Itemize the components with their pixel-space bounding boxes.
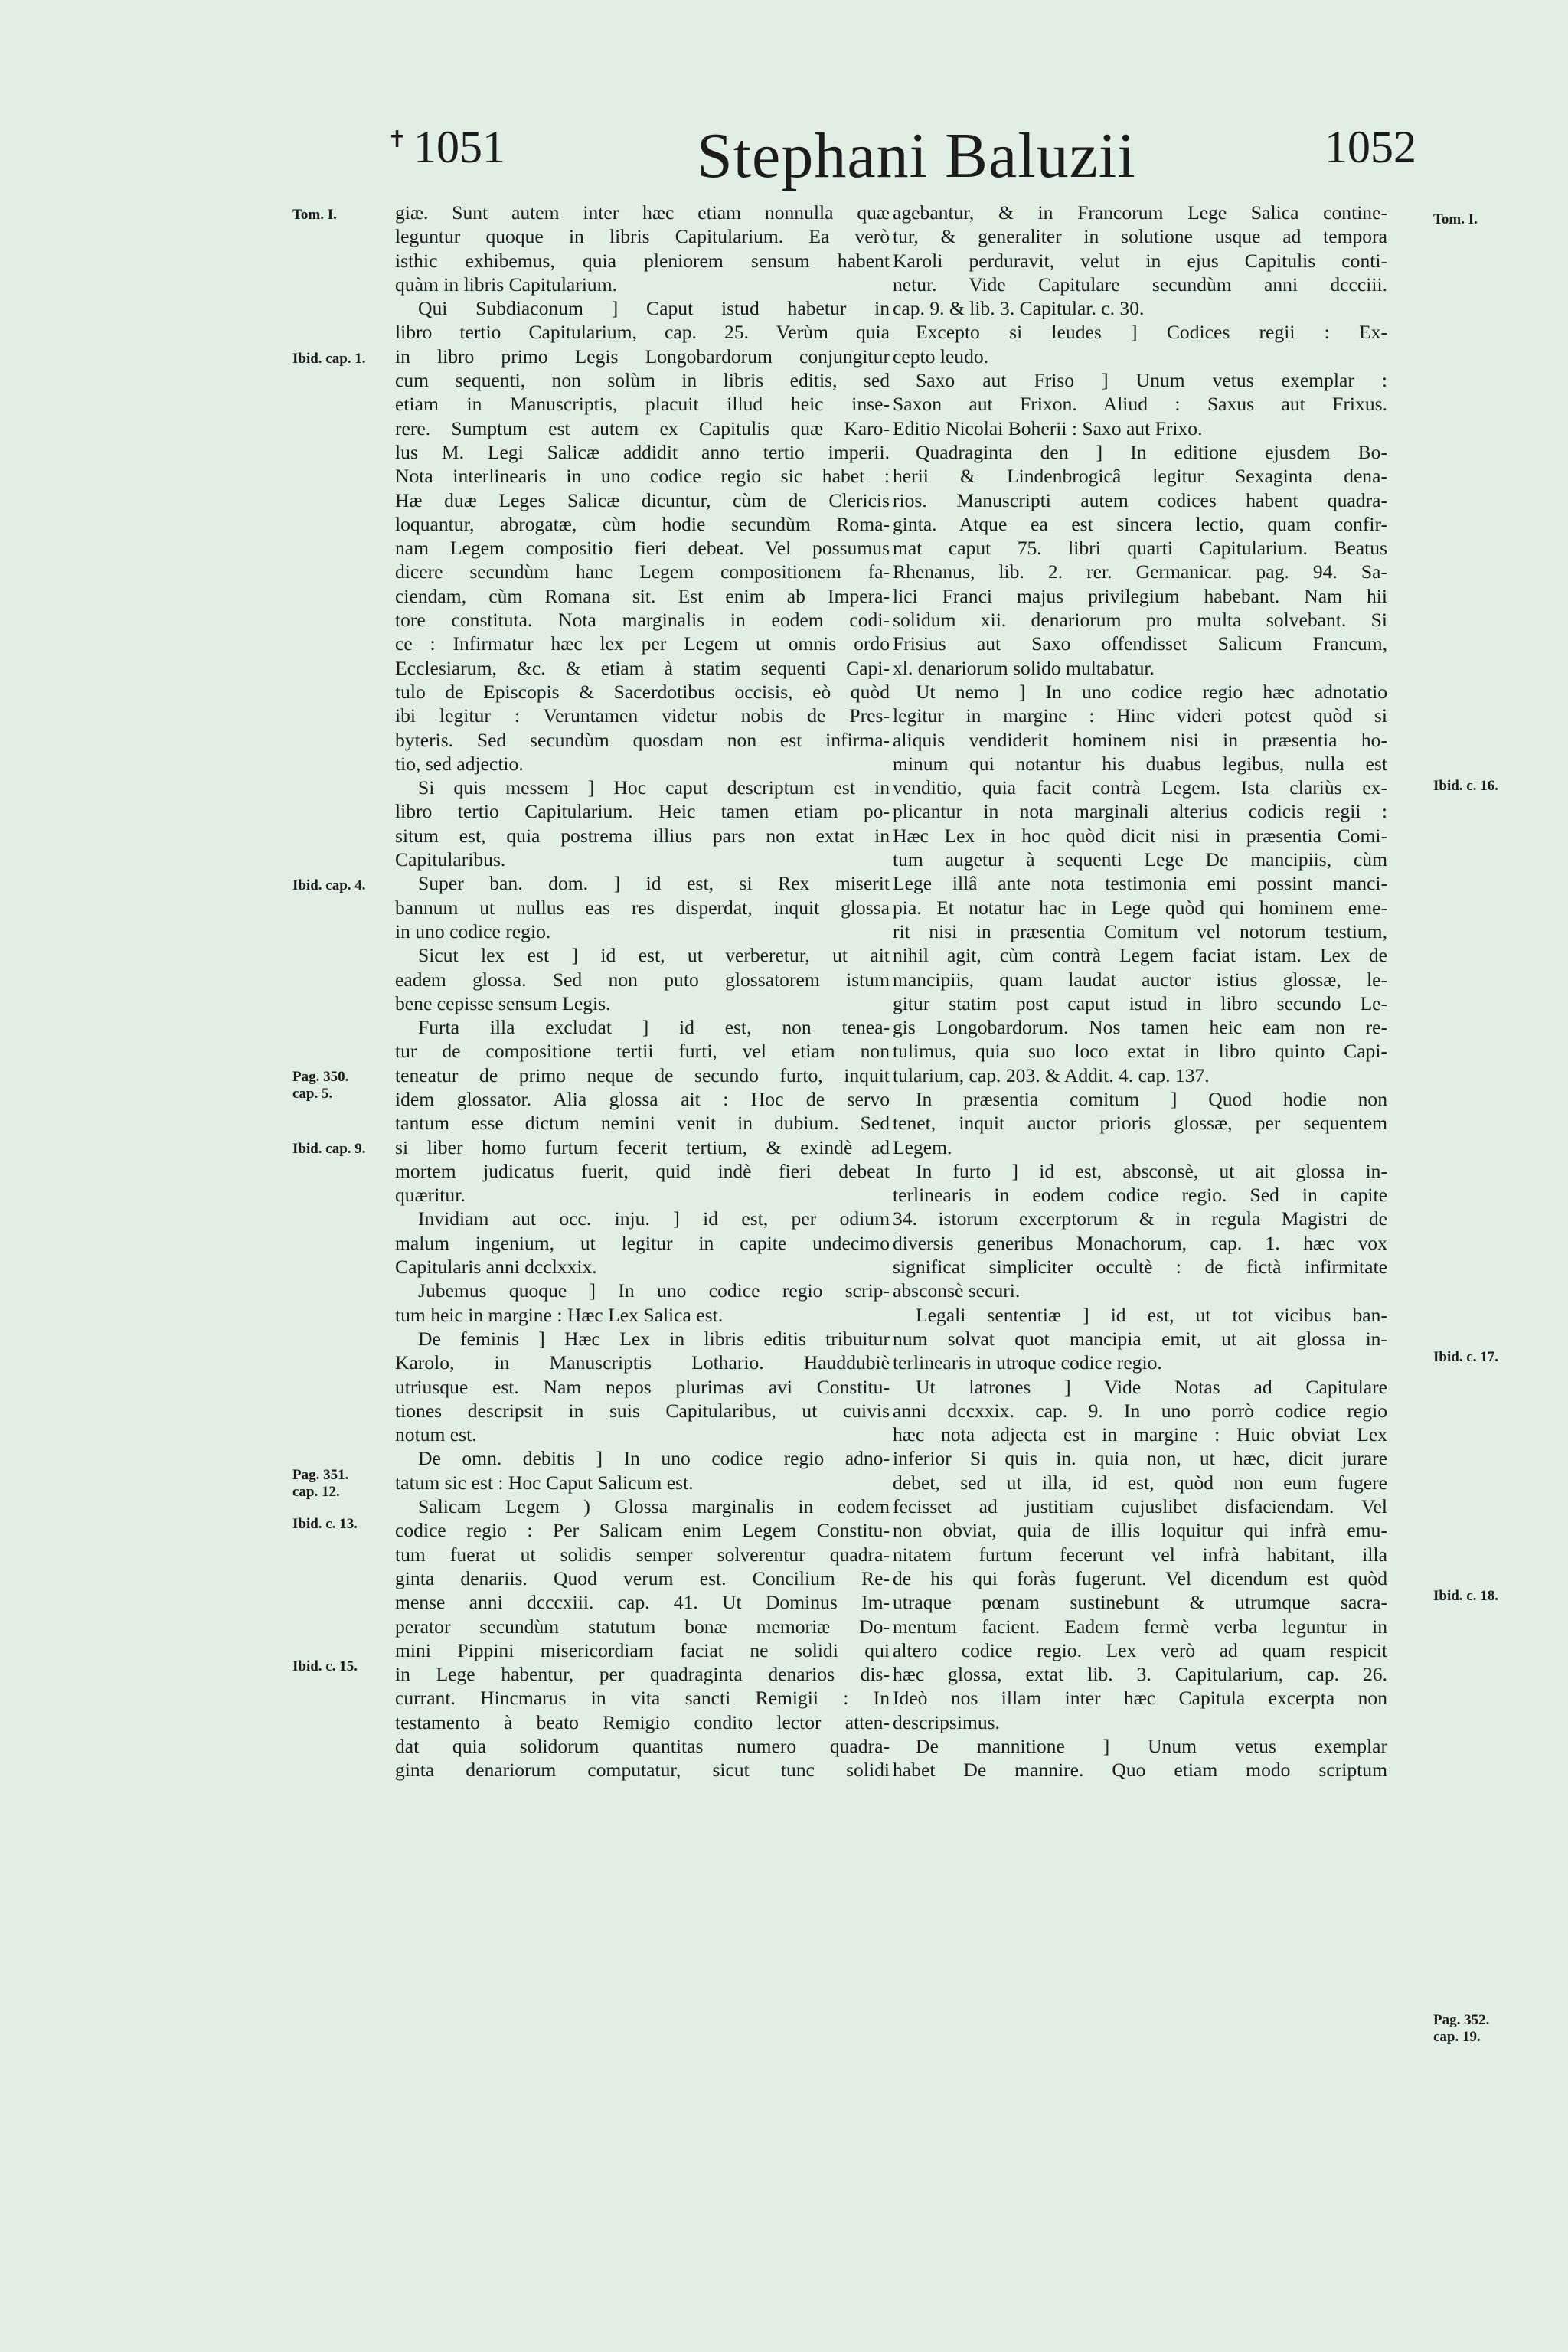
text-line: lici Franci majus privilegium habebant. Nam hii (893, 584, 1387, 607)
text-line: quàm in libris Capitularium. (395, 273, 618, 296)
text-line: netur. Vide Capitulare secundùm anni dccciii. (893, 273, 1387, 296)
margin-note-right: Pag. 352. cap. 19. (1433, 2012, 1490, 2045)
text-line: ce : Infirmatur hæc lex per Legem ut omnis ordo (395, 632, 890, 655)
margin-note-right: Ibid. c. 18. (1433, 1588, 1498, 1604)
text-line: Saxon aut Frixon. Aliud : Saxus aut Frixus. (893, 393, 1387, 416)
text-line: lus M. Legi Salicæ addidit anno tertio imperii. (395, 440, 890, 463)
text-line: 34. istorum excerptorum & in regula Magistri de (893, 1207, 1387, 1230)
text-line: bannum ut nullus eas res disperdat, inquit glossa (395, 896, 890, 919)
text-line: malum ingenium, ut legitur in capite undecimo (395, 1231, 890, 1254)
margin-note-left: Ibid. c. 13. (292, 1516, 358, 1532)
text-line: non obviat, quia de illis loquitur qui infrà emu- (893, 1519, 1387, 1542)
text-line: terlinearis in eodem codice regio. Sed in capite (893, 1184, 1387, 1207)
text-line: mortem judicatus fuerit, quid indè fieri debeat (395, 1159, 890, 1182)
margin-note-left: Ibid. cap. 9. (292, 1141, 366, 1157)
text-line: bene cepisse sensum Legis. (395, 991, 611, 1014)
page-number-right: 1052 (1325, 122, 1416, 172)
text-line: dicere secundùm hanc Legem compositionem fa- (395, 560, 890, 583)
text-line: nam Legem compositio fieri debeat. Vel possumus (395, 537, 890, 560)
text-line: herii & Lindenbrogicâ legitur Sexaginta dena- (893, 465, 1387, 488)
text-line: De omn. debitis ] In uno codice regio adno- (418, 1447, 890, 1470)
text-line: gis Longobardorum. Nos tamen heic eam non re- (893, 1016, 1387, 1039)
text-line: Hæ duæ Leges Salicæ dicuntur, cùm de Clericis (395, 488, 890, 511)
text-line: xl. denariorum solido multabatur. (893, 656, 1155, 679)
text-line: Hæc Lex in hoc quòd dicit nisi in præsentia Comi- (893, 824, 1387, 847)
text-line: testamento à beato Remigio condito lector atten- (395, 1710, 890, 1733)
text-line: descripsimus. (893, 1710, 1001, 1733)
text-line: leguntur quoque in libris Capitularium. Ea verò (395, 225, 890, 248)
text-line: Ideò nos illam inter hæc Capitula excerpta non (893, 1687, 1387, 1710)
text-line: tio, sed adjectio. (395, 752, 524, 775)
text-line: habet De mannire. Quo etiam modo scriptum (893, 1759, 1387, 1782)
margin-note-right: Tom. I. (1433, 211, 1478, 227)
text-line: in libro primo Legis Longobardorum conjungitur (395, 345, 890, 368)
text-line: eadem glossa. Sed non puto glossatorem istum (395, 968, 890, 991)
text-line: plicantur in nota marginali alterius codicis regii : (893, 800, 1387, 823)
text-line: Salicam Legem ) Glossa marginalis in eodem (418, 1495, 890, 1518)
text-line: Legali sententiæ ] id est, ut tot vicibus ban- (916, 1303, 1387, 1326)
text-line: Sicut lex est ] id est, ut verberetur, ut ait (418, 944, 890, 967)
text-line: Rhenanus, lib. 2. rer. Germanicar. pag. 94. Sa- (893, 560, 1387, 583)
text-line: mat caput 75. libri quarti Capitularium. Beatus (893, 537, 1387, 560)
text-line: rios. Manuscripti autem codices habent quadra- (893, 488, 1387, 511)
text-line: cap. 9. & lib. 3. Capitular. c. 30. (893, 297, 1145, 320)
text-line: In furto ] id est, absconsè, ut ait glossa in- (916, 1159, 1387, 1182)
text-line: Karoli perduravit, velut in ejus Capitulis conti- (893, 249, 1387, 272)
text-line: Qui Subdiaconum ] Caput istud habetur in (418, 297, 890, 320)
text-line: si liber homo furtum fecerit tertium, & exindè ad (395, 1135, 890, 1158)
text-line: Si quis messem ] Hoc caput descriptum est in (418, 776, 890, 799)
text-line: mentum facient. Eadem fermè verba leguntur in (893, 1615, 1387, 1638)
text-line: tur, & generaliter in solutione usque ad tempora (893, 225, 1387, 248)
margin-note-left: Pag. 351. cap. 12. (292, 1467, 349, 1500)
text-line: fecisset ad justitiam cujuslibet disfaciendam. Vel (893, 1495, 1387, 1518)
text-line: Ut latrones ] Vide Notas ad Capitulare (916, 1375, 1387, 1398)
text-line: Legem. (893, 1135, 952, 1158)
text-line: quæritur. (395, 1184, 466, 1207)
text-line: De feminis ] Hæc Lex in libris editis tribuitur (418, 1327, 890, 1350)
text-line: solidum xii. denariorum pro multa solvebant. Si (893, 609, 1387, 632)
text-line: dat quia solidorum quantitas numero quadra- (395, 1735, 890, 1757)
text-line: byteris. Sed secundùm quosdam non est infirma- (395, 728, 890, 751)
right-text-column (893, 201, 1387, 1782)
text-line: gitur statim post caput istud in libro secundo Le- (893, 991, 1387, 1014)
text-line: Quadraginta den ] In editione ejusdem Bo- (916, 440, 1387, 463)
text-line: mense anni dcccxiii. cap. 41. Ut Dominus Im- (395, 1591, 890, 1614)
text-line: ginta denariorum computatur, sicut tunc solidi (395, 1759, 890, 1782)
text-line: inferior Si quis in. quia non, ut hæc, dicit jurare (893, 1447, 1387, 1470)
text-line: significat simpliciter occultè : de fictà infirmitate (893, 1256, 1387, 1279)
text-line: cepto leudo. (893, 345, 989, 368)
text-line: Invidiam aut occ. inju. ] id est, per odium (418, 1207, 890, 1230)
text-line: anni dccxxix. cap. 9. In uno porrò codice regio (893, 1399, 1387, 1422)
text-line: De mannitione ] Unum vetus exemplar (916, 1735, 1387, 1757)
text-line: tur de compositione tertii furti, vel etiam non (395, 1040, 890, 1063)
text-line: tum augetur à sequenti Lege De mancipiis, cùm (893, 848, 1387, 871)
text-line: legitur in margine : Hinc videri potest quòd si (893, 704, 1387, 727)
text-line: nihil agit, cùm contrà Legem faciat istam. Lex de (893, 944, 1387, 967)
text-line: Saxo aut Friso ] Unum vetus exemplar : (916, 369, 1387, 392)
text-line: mini Pippini misericordiam faciat ne solidi qui (395, 1638, 890, 1661)
text-line: num solvat quot mancipia emit, ut ait glossa in- (893, 1327, 1387, 1350)
text-line: utriusque est. Nam nepos plurimas avi Constitu- (395, 1375, 890, 1398)
text-line: aliquis vendiderit hominem nisi in præsentia ho- (893, 728, 1387, 751)
text-line: in uno codice regio. (395, 920, 551, 942)
text-line: Editio Nicolai Boherii : Saxo aut Frixo. (893, 416, 1203, 439)
text-line: minum qui notantur his duabus legibus, nulla est (893, 752, 1387, 775)
text-line: Lege illâ ante nota testimonia emi possint manci- (893, 872, 1387, 895)
text-line: perator secundùm statutum bonæ memoriæ Do- (395, 1615, 890, 1638)
text-line: altero codice regio. Lex verò ad quam respicit (893, 1638, 1387, 1661)
margin-note-left: Pag. 350. cap. 5. (292, 1069, 349, 1102)
text-line: ginta. Atque ea est sincera lectio, quam confir- (893, 512, 1387, 535)
text-line: tiones descripsit in suis Capitularibus, ut cuivis (395, 1399, 890, 1422)
text-line: Nota interlinearis in uno codice regio sic habet : (395, 465, 890, 488)
text-line: Capitularibus. (395, 848, 506, 871)
text-line: Frisius aut Saxo offendisset Salicum Francum, (893, 632, 1387, 655)
text-line: Excepto si leudes ] Codices regii : Ex- (916, 321, 1387, 344)
text-line: tum heic in margine : Hæc Lex Salica est. (395, 1303, 724, 1326)
text-line: hæc glossa, extat lib. 3. Capitularium, cap. 26. (893, 1663, 1387, 1686)
text-line: situm est, quia postrema illius pars non extat in (395, 824, 890, 847)
text-line: Karolo, in Manuscriptis Lothario. Hauddubiè (395, 1351, 890, 1374)
running-title: Stephani Baluzii (697, 120, 1136, 191)
margin-note-right: Ibid. c. 17. (1433, 1349, 1498, 1365)
text-line: tularium, cap. 203. & Addit. 4. cap. 137. (893, 1063, 1210, 1086)
text-line: ibi legitur : Veruntamen videtur nobis de Pres- (395, 704, 890, 727)
page-number-left: 1051 (413, 122, 505, 172)
text-line: terlinearis in utroque codice regio. (893, 1351, 1162, 1374)
margin-note-left: Ibid. cap. 1. (292, 351, 366, 367)
text-line: venditio, quia facit contrà Legem. Ista clariùs ex- (893, 776, 1387, 799)
text-line: idem glossator. Alia glossa ait : Hoc de servo (395, 1087, 890, 1110)
text-line: Ut nemo ] In uno codice regio hæc adnotatio (916, 680, 1387, 703)
text-line: rit nisi in præsentia Comitum vel notorum testium, (893, 920, 1387, 942)
text-line: giæ. Sunt autem inter hæc etiam nonnulla quæ (395, 201, 890, 224)
text-line: agebantur, & in Francorum Lege Salica contine- (893, 201, 1387, 224)
text-line: in Lege habentur, per quadraginta denarios dis- (395, 1663, 890, 1686)
text-line: currant. Hincmarus in vita sancti Remigii : In (395, 1687, 890, 1710)
text-line: cum sequenti, non solùm in libris editis, sed (395, 369, 890, 392)
text-line: codice regio : Per Salicam enim Legem Constitu- (395, 1519, 890, 1542)
text-line: tantum esse dictum nemini venit in dubium. Sed (395, 1112, 890, 1135)
text-line: tum fuerat ut solidis semper solverentur quadra- (395, 1543, 890, 1566)
text-line: loquantur, abrogatæ, cùm hodie secundùm Roma- (395, 512, 890, 535)
text-line: etiam in Manuscriptis, placuit illud heic inse- (395, 393, 890, 416)
text-line: ciendam, cùm Romana sit. Est enim ab Impera- (395, 584, 890, 607)
text-line: Ecclesiarum, &c. & etiam à statim sequenti Capi- (395, 656, 890, 679)
text-line: utraque pœnam sustinebunt & utrumque sacra- (893, 1591, 1387, 1614)
text-line: tulimus, quia suo loco extat in libro quinto Capi- (893, 1040, 1387, 1063)
text-line: diversis generibus Monachorum, cap. 1. hæc vox (893, 1231, 1387, 1254)
margin-note-left: Ibid. c. 15. (292, 1658, 358, 1674)
text-line: pia. Et notatur hac in Lege quòd qui hominem eme- (893, 896, 1387, 919)
text-line: mancipiis, quam laudat auctor istius glossæ, le- (893, 968, 1387, 991)
text-line: nitatem furtum fecerunt vel infrà habitant, illa (893, 1543, 1387, 1566)
left-text-column (395, 201, 890, 1782)
text-line: absconsè securi. (893, 1279, 1021, 1302)
margin-note-left: Tom. I. (292, 207, 337, 223)
text-line: debet, sed ut illa, id est, quòd non eum fugere (893, 1471, 1387, 1494)
cross-mark-icon: ✝ (387, 127, 407, 152)
text-line: ginta denariis. Quod verum est. Concilium Re- (395, 1566, 890, 1589)
text-line: notum est. (395, 1423, 477, 1446)
margin-note-left: Ibid. cap. 4. (292, 877, 366, 893)
text-line: tulo de Episcopis & Sacerdotibus occisis, eò quòd (395, 680, 890, 703)
text-line: Furta illa excludat ] id est, non tenea- (418, 1016, 890, 1039)
text-line: tore constituta. Nota marginalis in eodem codi- (395, 609, 890, 632)
margin-note-right: Ibid. c. 16. (1433, 778, 1498, 794)
text-line: Jubemus quoque ] In uno codice regio scrip- (418, 1279, 890, 1302)
text-line: hæc nota adjecta est in margine : Huic obviat Lex (893, 1423, 1387, 1446)
text-line: isthic exhibemus, quia pleniorem sensum habent (395, 249, 890, 272)
text-line: tatum sic est : Hoc Caput Salicum est. (395, 1471, 694, 1494)
text-line: tenet, inquit auctor prioris glossæ, per sequentem (893, 1112, 1387, 1135)
text-line: rere. Sumptum est autem ex Capitulis quæ Karo- (395, 416, 890, 439)
text-line: libro tertio Capitularium. Heic tamen etiam po- (395, 800, 890, 823)
text-line: teneatur de primo neque de secundo furto, inquit (395, 1063, 890, 1086)
text-line: Capitularis anni dcclxxix. (395, 1256, 597, 1279)
text-line: In præsentia comitum ] Quod hodie non (916, 1087, 1387, 1110)
text-line: de his qui foràs fugerunt. Vel dicendum est quòd (893, 1566, 1387, 1589)
text-line: Super ban. dom. ] id est, si Rex miserit (418, 872, 890, 895)
text-line: libro tertio Capitularium, cap. 25. Verùm quia (395, 321, 890, 344)
